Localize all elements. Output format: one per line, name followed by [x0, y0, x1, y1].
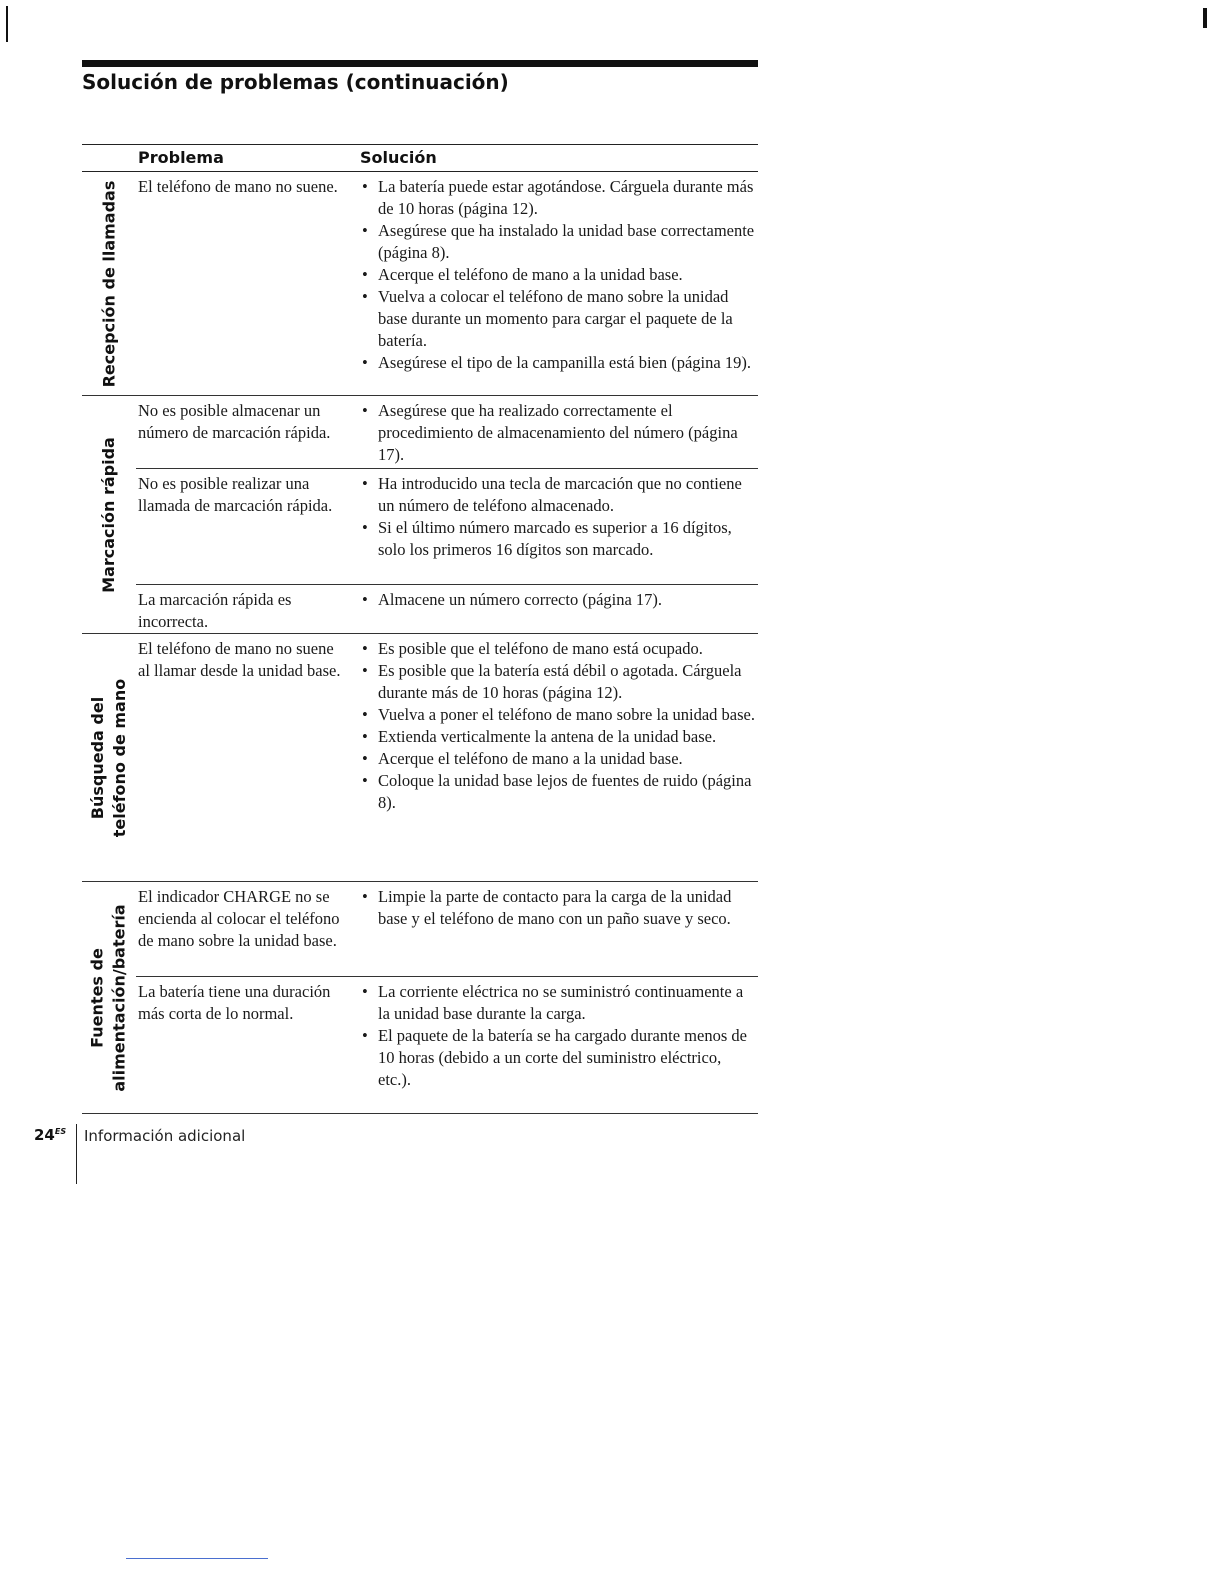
- table-row: [136, 976, 758, 1115]
- bottom-rule: [126, 1558, 268, 1559]
- problem-text: El teléfono de mano no suene.: [138, 177, 338, 196]
- section-label: Fuentes de alimentación/batería: [88, 903, 129, 1092]
- problem-text: El indicador CHARGE no se encienda al colocar el teléfono de mano sobre la unidad base.: [138, 887, 340, 950]
- solution-item: • Es posible que la batería está débil o agotada. Cárguela durante más de 10 horas (página 12).: [362, 660, 758, 704]
- page-number: $24^{ES}$: [34, 1126, 67, 1144]
- column-header-problem: Problema: [138, 148, 224, 167]
- table-row: [136, 396, 758, 468]
- page-number-suffix: ES: [54, 1127, 67, 1136]
- solution-item: • Almacene un número correcto (página 17).: [362, 589, 758, 611]
- crop-mark-left: [6, 6, 8, 42]
- section-label: Búsqueda del teléfono de mano: [88, 678, 129, 837]
- problem-text: La marcación rápida es incorrecta.: [138, 590, 292, 631]
- solution-item: • La batería puede estar agotándose. Cárguela durante más de 10 horas (página 12).: [362, 176, 758, 220]
- solution-item: • Es posible que el teléfono de mano está ocupado.: [362, 638, 758, 660]
- solution-list: [362, 981, 758, 1091]
- page-title: Solución de problemas (continuación): [82, 70, 509, 94]
- section-label: Marcación rápida: [99, 436, 118, 593]
- column-header-solution: Solución: [360, 148, 437, 167]
- solution-item: • Limpie la parte de contacto para la carga de la unidad base y el teléfono de mano con un paño suave y seco.: [362, 886, 758, 930]
- solution-item: • El paquete de la batería se ha cargado durante menos de 10 horas (debido a un corte del suministro eléctrico, etc.).: [362, 1025, 758, 1091]
- solution-list: [362, 400, 758, 466]
- solution-item: • Asegúrese el tipo de la campanilla está bien (página 19).: [362, 352, 758, 374]
- solution-item: • Vuelva a poner el teléfono de mano sobre la unidad base.: [362, 704, 758, 726]
- footer-section-title: Información adicional: [84, 1127, 246, 1145]
- solution-item: • Extienda verticalmente la antena de la unidad base.: [362, 726, 758, 748]
- table-row: [136, 634, 758, 882]
- table-top-rule: [82, 144, 758, 145]
- problem-text: La batería tiene una duración más corta de lo normal.: [138, 982, 331, 1023]
- solution-item: • Asegúrese que ha instalado la unidad base correctamente (página 8).: [362, 220, 758, 264]
- solution-list: [362, 176, 758, 374]
- solution-item: • La corriente eléctrica no se suministró continuamente a la unidad base durante la carga.: [362, 981, 758, 1025]
- solution-item: • Acerque el teléfono de mano a la unidad base.: [362, 264, 758, 286]
- solution-list: [362, 473, 758, 561]
- table-row: [136, 468, 758, 585]
- section-busqueda-del-telefono: [82, 634, 758, 882]
- solution-item: • Vuelva a colocar el teléfono de mano sobre la unidad base durante un momento para cargar el paquete de la batería.: [362, 286, 758, 352]
- table-row: [136, 882, 758, 976]
- crop-mark-right: [1203, 8, 1207, 28]
- footer-divider: [76, 1124, 77, 1184]
- solution-list: [362, 886, 758, 930]
- section-recepcion-de-llamadas: [82, 172, 758, 396]
- header-rule: [82, 60, 758, 67]
- solution-item: • Acerque el teléfono de mano a la unidad base.: [362, 748, 758, 770]
- solution-item: • Asegúrese que ha realizado correctamente el procedimiento de almacenamiento del número (página 17).: [362, 400, 758, 466]
- table-row: [136, 172, 758, 396]
- solution-item: • Si el último número marcado es superior a 16 dígitos, solo los primeros 16 dígitos son marcado.: [362, 517, 758, 561]
- table-row: [136, 584, 758, 635]
- solution-item: • Ha introducido una tecla de marcación que no contiene un número de teléfono almacenado.: [362, 473, 758, 517]
- solution-list: [362, 638, 758, 814]
- problem-text: No es posible almacenar un número de marcación rápida.: [138, 401, 331, 442]
- solution-item: • Coloque la unidad base lejos de fuentes de ruido (página 8).: [362, 770, 758, 814]
- section-label: Recepción de llamadas: [99, 180, 119, 387]
- problem-text: El teléfono de mano no suene al llamar desde la unidad base.: [138, 639, 341, 680]
- section-marcacion-rapida: [82, 396, 758, 634]
- section-fuentes-de-alimentacion: [82, 882, 758, 1114]
- problem-text: No es posible realizar una llamada de marcación rápida.: [138, 474, 333, 515]
- solution-list: [362, 589, 758, 611]
